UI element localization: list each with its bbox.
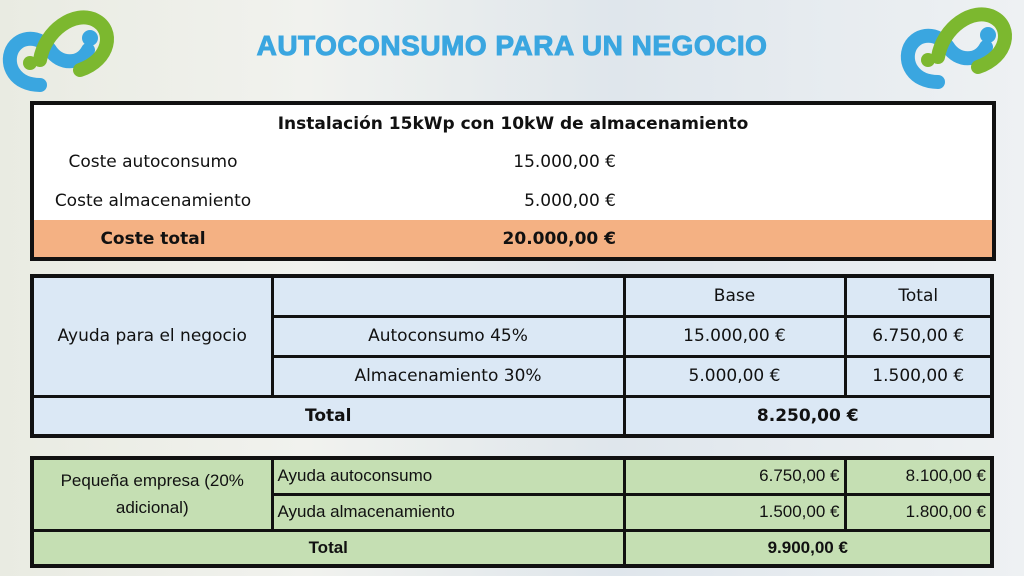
total-label: Coste total <box>32 220 272 259</box>
table-row <box>32 181 994 220</box>
row-label: Autoconsumo 45% <box>272 316 624 356</box>
aid-table <box>30 274 994 438</box>
page-title: AUTOCONSUMO PARA UN NEGOCIO <box>256 30 768 61</box>
total-value: 8.250,00 € <box>624 396 992 436</box>
total-value: 20.000,00 € <box>272 220 624 259</box>
row-label: Ayuda autoconsumo <box>272 458 624 494</box>
row-base: 5.000,00 € <box>624 356 845 396</box>
installation-heading: Instalación 15kWp con 10kW de almacenamiento <box>277 113 749 134</box>
total-value: 9.900,00 € <box>624 530 992 566</box>
total-row <box>32 396 992 436</box>
row-base: 6.750,00 € <box>624 458 845 494</box>
row-value: 15.000,00 € <box>513 151 616 172</box>
row-label: Almacenamiento 30% <box>272 356 624 396</box>
row-total: 8.100,00 € <box>845 458 992 494</box>
installation-table <box>30 101 996 261</box>
aid-label: Ayuda para el negocio <box>32 276 272 396</box>
total-row <box>32 530 992 566</box>
small-business-table <box>30 456 994 568</box>
row-label: Coste autoconsumo <box>68 151 238 172</box>
row-total: 6.750,00 € <box>845 316 992 356</box>
total-label: Total <box>32 396 624 436</box>
row-label: Ayuda almacenamiento <box>272 494 624 530</box>
col-base: Base <box>624 276 845 316</box>
total-label: Total <box>32 530 624 566</box>
row-total: 1.500,00 € <box>845 356 992 396</box>
table-row <box>32 142 994 181</box>
table-row <box>32 458 992 494</box>
row-base: 15.000,00 € <box>624 316 845 356</box>
row-value: 5.000,00 € <box>524 190 616 211</box>
col-total: Total <box>845 276 992 316</box>
small-label: Pequeña empresa (20% adicional) <box>32 458 272 530</box>
total-row <box>32 220 994 259</box>
row-total: 1.800,00 € <box>845 494 992 530</box>
row-base: 1.500,00 € <box>624 494 845 530</box>
row-label: Coste almacenamiento <box>54 190 252 211</box>
